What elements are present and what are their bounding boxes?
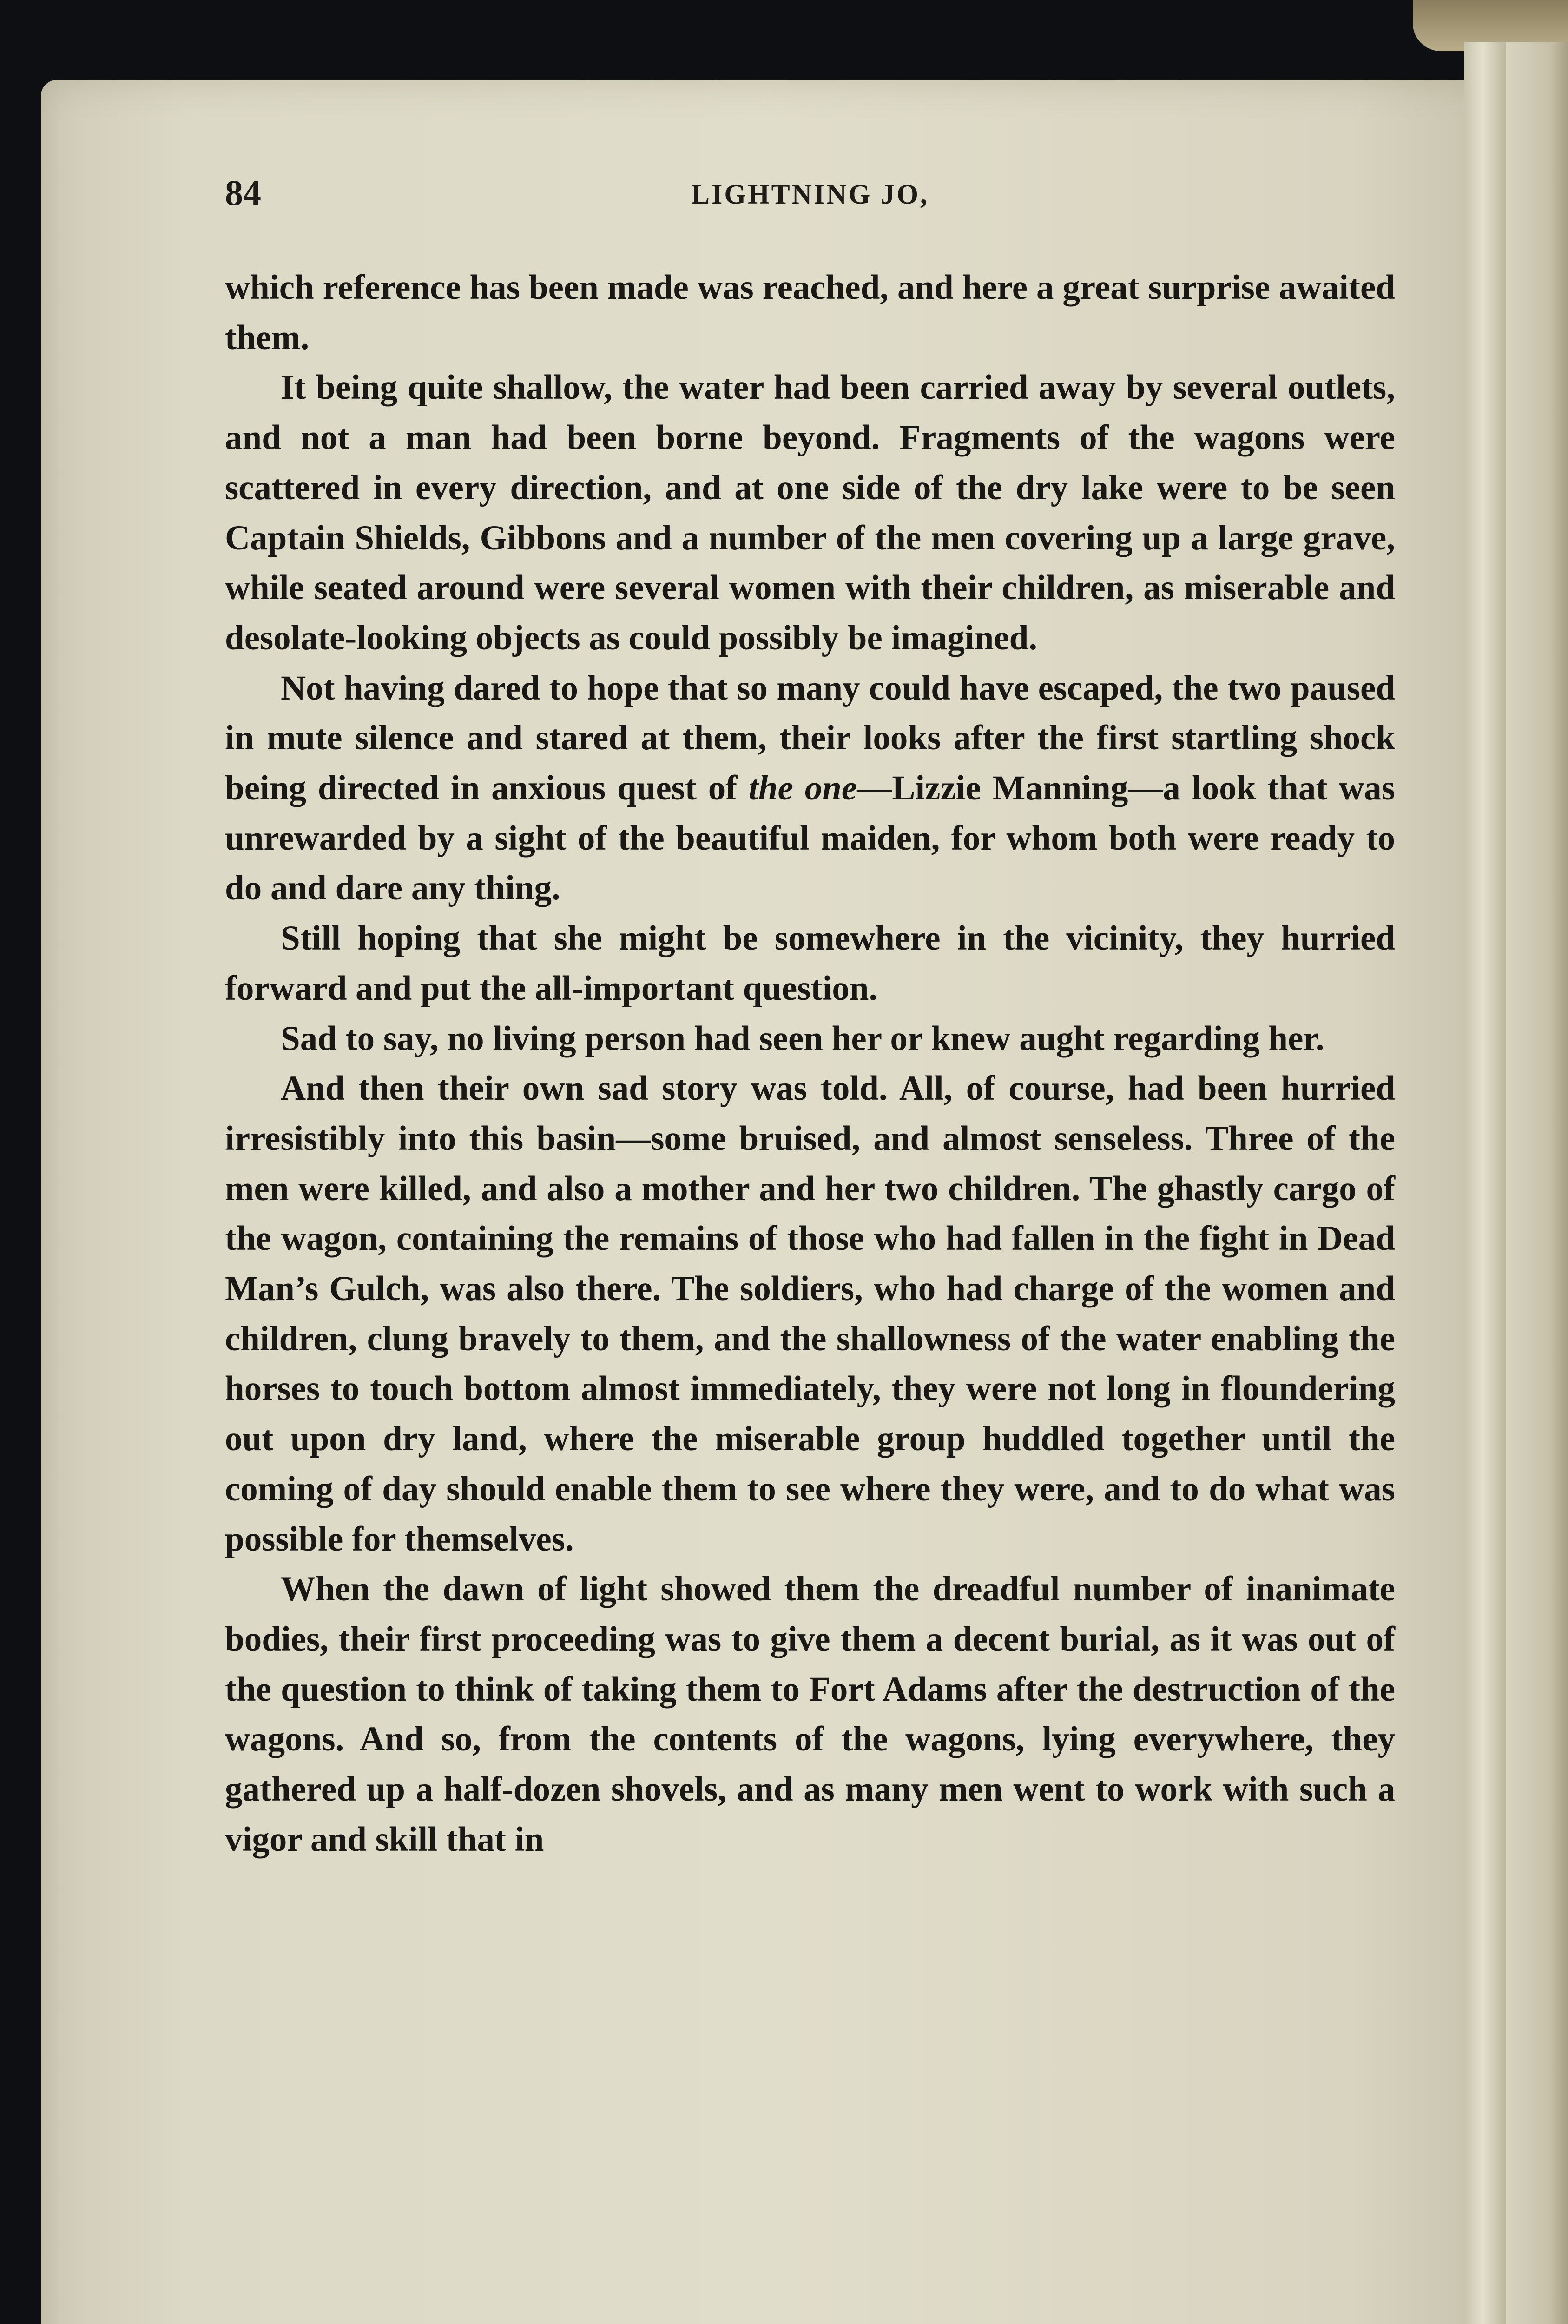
book-gutter <box>1464 42 1506 2324</box>
paragraph-text: And then their own sad story was told. All, of course, had been hurried irresistibly into this basin—some bruised, and almost senseless. Three of the men were killed, and also a mother and her two children. The ghastly cargo of the wagon, containing the remains of those who had fallen in the fight in Dead Man’s Gulch, was also there. The soldiers, who had charge of the women and children, clung bravely to them, and the shallowness of the water enabling the horses to touch bottom almost immediately, they were not long in floundering out upon dry land, where the miserable group huddled together until the coming of day should enable them to see where they were, and to do what was possible for themselves. <box>225 1069 1395 1558</box>
paragraph <box>225 363 1395 663</box>
running-head-title: LIGHTNING JO, <box>691 179 929 210</box>
paragraph-text: When the dawn of light showed them the dreadful number of inanimate bodies, their first proceeding was to give them a decent burial, as it was out of the question to think of taking them to Fort Adams after the destruction of the wagons. And so, from the contents of the wagons, lying everywhere, they gathered up a half-dozen shovels, and as many men went to work with such a vigor and skill that in <box>225 1570 1395 1859</box>
paragraph <box>225 263 1395 363</box>
page-number: 84 <box>225 172 261 213</box>
paragraph <box>225 1564 1395 1864</box>
paragraph-text: Not having dared to hope that so many could have escaped, the two paused in mute silence and stared at them, their looks after the first startling shock being directed in anxious quest of <box>225 668 1395 808</box>
paragraph-text: which reference has been made was reached, and here a great surprise awaited them. <box>225 268 1395 357</box>
paragraph-text: Sad to say, no living person had seen her or knew aught regarding her. <box>281 1019 1324 1058</box>
italic-phrase: the one <box>749 769 857 808</box>
paragraph <box>225 1063 1395 1564</box>
paragraph-text: It being quite shallow, the water had been carried away by several outlets, and not a man had been borne beyond. Fragments of the wagons were scattered in every direction, and at one side of the dry lake were to be seen Captain Shields, Gibbons and a number of the men covering up a large grave, while seated around were several women with their children, as miserable and desolate-looking objects as could possibly be imagined. <box>225 368 1395 657</box>
paragraph-text: Still hoping that she might be somewhere in the vicinity, they hurried forward and put the all-important question. <box>225 919 1395 1008</box>
paragraph <box>225 913 1395 1013</box>
paragraph-text: —Lizzie Manning—a look that was unrewarded by a sight of the beautiful maiden, for whom both were ready to do and dare any thing. <box>225 769 1395 908</box>
paragraph <box>225 663 1395 914</box>
running-head <box>225 170 1395 221</box>
facing-page-edge <box>1506 42 1568 2324</box>
paragraph <box>225 1014 1395 1064</box>
body-text <box>225 263 1395 1865</box>
